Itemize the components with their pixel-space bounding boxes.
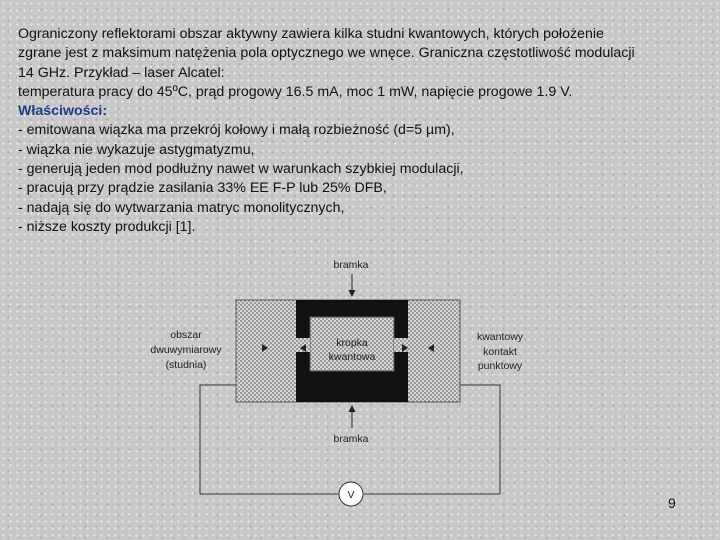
well-label: (studnia) bbox=[165, 359, 207, 371]
property-item: - wiązka nie wykazuje astygmatyzmu, bbox=[18, 141, 255, 158]
page-number: 9 bbox=[668, 495, 676, 511]
quantum-dot-label: kwantowa bbox=[328, 351, 376, 363]
quantum-dot-label: kropka bbox=[336, 337, 368, 349]
well-label: obszar bbox=[170, 329, 202, 341]
well-label: dwuwymiarowy bbox=[150, 344, 222, 356]
contact-label: punktowy bbox=[477, 360, 523, 372]
gate-bottom-label: bramka bbox=[333, 433, 369, 445]
property-item: - nadają się do wytwarzania matryc monolitycznych, bbox=[18, 199, 345, 216]
intro-line: Ograniczony reflektorami obszar aktywny zawiera kilka studni kwantowych, których położenie bbox=[18, 26, 604, 42]
intro-line: 14 GHz. Przykład – laser Alcatel: bbox=[18, 64, 225, 81]
property-item: - pracują przy prądzie zasilania 33% EE F-P lub 25% DFB, bbox=[18, 180, 387, 197]
properties-heading: Właściwości: bbox=[18, 103, 108, 120]
right-constriction bbox=[394, 338, 408, 352]
contact-label: kwantowy bbox=[476, 331, 524, 343]
contact-label: kontakt bbox=[483, 346, 517, 358]
intro-line: temperatura pracy do 45ºC, prąd progowy 16.5 mA, moc 1 mW, napięcie progowe 1.9 V. bbox=[18, 83, 573, 100]
property-item: - niższe koszty produkcji [1]. bbox=[18, 218, 196, 235]
property-item: - emitowana wiązka ma przekrój kołowy i małą rozbieżność (d=5 µm), bbox=[18, 122, 455, 139]
property-item: - generują jeden mod podłużny nawet w warunkach szybkiej modulacji, bbox=[18, 161, 464, 178]
intro-line: zgrane jest z maksimum natężenia pola optycznego we wnęce. Graniczna częstotliwość modulacji bbox=[18, 45, 635, 62]
voltmeter-label: V bbox=[347, 489, 355, 501]
gate-top-label: bramka bbox=[333, 259, 369, 271]
